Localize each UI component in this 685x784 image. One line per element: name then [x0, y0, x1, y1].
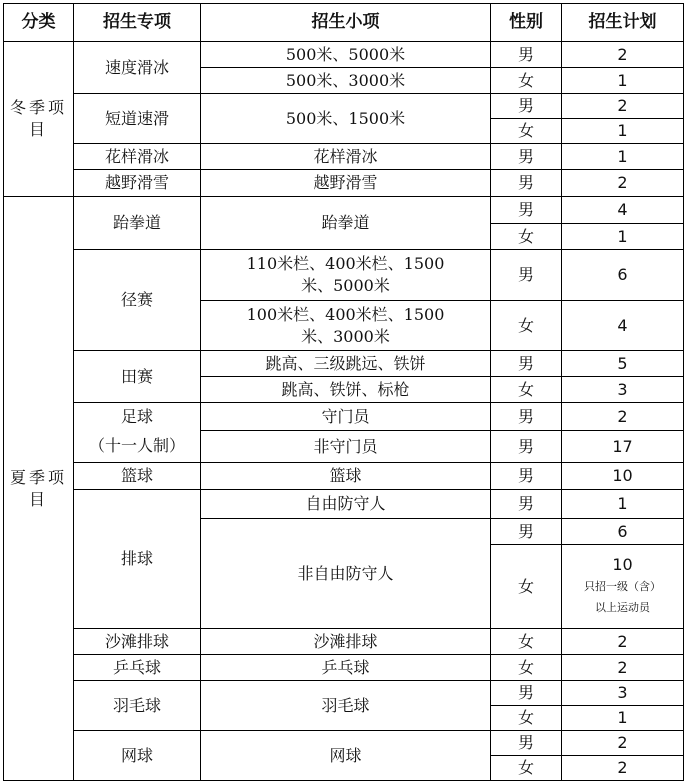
event-cell: 500米、5000米	[201, 42, 491, 68]
gender-cell: 女	[491, 629, 562, 655]
header-category: 分类	[4, 4, 74, 42]
quota-cell: 5	[562, 351, 684, 377]
table-row	[4, 681, 684, 706]
event-cell: 守门员	[201, 403, 491, 431]
category-summer: 夏季项目	[4, 197, 74, 781]
sport-cross-country: 越野滑雪	[74, 170, 201, 197]
event-cell: 非守门员	[201, 431, 491, 463]
quota-value: 10	[612, 555, 633, 575]
gender-cell: 男	[491, 731, 562, 756]
quota-cell: 2	[562, 629, 684, 655]
quota-cell: 4	[562, 301, 684, 351]
gender-cell: 男	[491, 681, 562, 706]
quota-cell: 3	[562, 377, 684, 403]
gender-cell: 男	[491, 519, 562, 545]
table-row	[4, 351, 684, 377]
header-sport: 招生专项	[74, 4, 201, 42]
table-row	[4, 629, 684, 655]
gender-cell: 男	[491, 403, 562, 431]
quota-note-cell	[562, 545, 684, 629]
enrollment-plan-table	[3, 3, 684, 781]
sport-basketball: 篮球	[74, 463, 201, 490]
table-row	[4, 94, 684, 119]
quota-cell: 1	[562, 224, 684, 250]
category-winter: 冬季项目	[4, 42, 74, 197]
quota-cell: 2	[562, 731, 684, 756]
event-cell: 非自由防守人	[201, 519, 491, 629]
sport-field: 田赛	[74, 351, 201, 403]
table-row	[4, 250, 684, 301]
sport-beach-volleyball: 沙滩排球	[74, 629, 201, 655]
quota-cell: 17	[562, 431, 684, 463]
sport-taekwondo: 跆拳道	[74, 197, 201, 250]
quota-cell: 2	[562, 94, 684, 119]
header-gender: 性别	[491, 4, 562, 42]
gender-cell: 男	[491, 250, 562, 301]
gender-cell: 男	[491, 144, 562, 170]
event-cell: 乒乓球	[201, 655, 491, 681]
sport-football-line2: （十一人制）	[74, 431, 201, 463]
quota-cell: 2	[562, 756, 684, 781]
header-event: 招生小项	[201, 4, 491, 42]
table-row	[4, 655, 684, 681]
quota-cell: 10	[562, 463, 684, 490]
quota-cell: 6	[562, 519, 684, 545]
event-cell: 110米栏、400米栏、1500米、5000米	[201, 250, 491, 301]
event-cell: 跳高、铁饼、标枪	[201, 377, 491, 403]
table-row	[4, 42, 684, 68]
sport-volleyball: 排球	[74, 490, 201, 629]
gender-cell: 女	[491, 68, 562, 94]
event-cell: 100米栏、400米栏、1500米、3000米	[201, 301, 491, 351]
quota-note-line1: 只招一级（含）	[584, 579, 661, 593]
quota-cell: 2	[562, 403, 684, 431]
gender-cell: 女	[491, 545, 562, 629]
table-row	[4, 170, 684, 197]
gender-cell: 男	[491, 431, 562, 463]
table-row	[4, 144, 684, 170]
quota-cell: 2	[562, 42, 684, 68]
header-row	[4, 4, 684, 42]
gender-cell: 女	[491, 301, 562, 351]
gender-cell: 女	[491, 224, 562, 250]
quota-cell: 2	[562, 655, 684, 681]
table-row	[4, 731, 684, 756]
event-cell: 篮球	[201, 463, 491, 490]
table-row	[4, 197, 684, 224]
gender-cell: 女	[491, 756, 562, 781]
gender-cell: 男	[491, 42, 562, 68]
event-cell: 羽毛球	[201, 681, 491, 731]
gender-cell: 女	[491, 655, 562, 681]
quota-cell: 1	[562, 706, 684, 731]
gender-cell: 男	[491, 351, 562, 377]
quota-cell: 1	[562, 490, 684, 519]
quota-cell: 6	[562, 250, 684, 301]
sport-figure-skating: 花样滑冰	[74, 144, 201, 170]
quota-cell: 1	[562, 144, 684, 170]
table-row	[4, 463, 684, 490]
sport-football-line1: 足球	[74, 403, 201, 431]
event-cell: 花样滑冰	[201, 144, 491, 170]
gender-cell: 女	[491, 119, 562, 144]
event-cell: 越野滑雪	[201, 170, 491, 197]
header-quota: 招生计划	[562, 4, 684, 42]
gender-cell: 男	[491, 463, 562, 490]
sport-short-track: 短道速滑	[74, 94, 201, 144]
table-row	[4, 431, 684, 463]
event-cell: 500米、1500米	[201, 94, 491, 144]
gender-cell: 男	[491, 94, 562, 119]
gender-cell: 男	[491, 170, 562, 197]
event-cell: 跆拳道	[201, 197, 491, 250]
sport-tennis: 网球	[74, 731, 201, 781]
gender-cell: 男	[491, 197, 562, 224]
quota-cell: 3	[562, 681, 684, 706]
gender-cell: 男	[491, 490, 562, 519]
event-cell: 自由防守人	[201, 490, 491, 519]
quota-cell: 1	[562, 68, 684, 94]
gender-cell: 女	[491, 706, 562, 731]
quota-cell: 1	[562, 119, 684, 144]
sport-badminton: 羽毛球	[74, 681, 201, 731]
sport-table-tennis: 乒乓球	[74, 655, 201, 681]
event-cell: 500米、3000米	[201, 68, 491, 94]
table-row	[4, 403, 684, 431]
quota-cell: 2	[562, 170, 684, 197]
sport-speed-skating: 速度滑冰	[74, 42, 201, 94]
sport-track: 径赛	[74, 250, 201, 351]
event-cell: 沙滩排球	[201, 629, 491, 655]
table-row	[4, 490, 684, 519]
event-cell: 跳高、三级跳远、铁饼	[201, 351, 491, 377]
gender-cell: 女	[491, 377, 562, 403]
quota-note-line2: 以上运动员	[595, 600, 650, 614]
quota-cell: 4	[562, 197, 684, 224]
event-cell: 网球	[201, 731, 491, 781]
